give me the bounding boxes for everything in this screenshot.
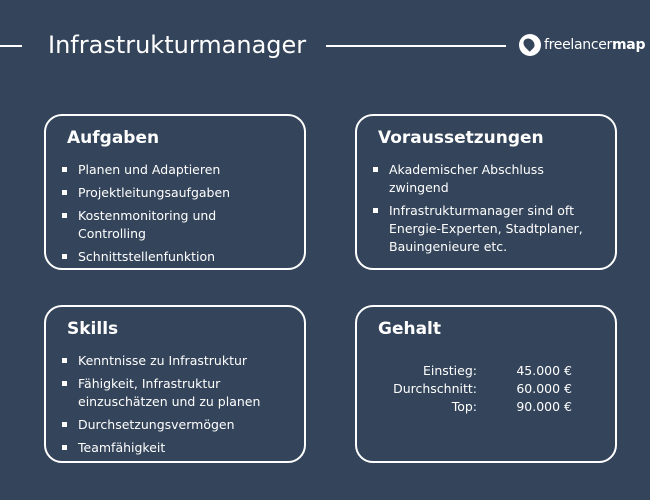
list-item: Teamfähigkeit	[62, 439, 292, 457]
gehalt-card	[355, 305, 617, 463]
list-item: Infrastrukturmanager sind oft Energie-Experten, Stadtplaner, Bauingenieure etc.	[373, 202, 598, 256]
aufgaben-list	[62, 161, 292, 271]
bullet-icon	[373, 208, 378, 213]
bullet-icon	[62, 358, 67, 363]
aufgaben-card	[44, 114, 306, 270]
aufgaben-title: Aufgaben	[67, 128, 160, 148]
logo-text	[544, 37, 645, 53]
voraussetzungen-card	[355, 114, 617, 270]
voraussetzungen-list	[373, 161, 598, 261]
title-rule-right	[326, 45, 506, 47]
salary-value: 45.000 €	[516, 363, 572, 378]
bullet-icon	[373, 167, 378, 172]
salary-table	[357, 362, 572, 416]
logo-text-regular: freelancer	[544, 37, 613, 53]
bullet-icon	[62, 445, 67, 450]
salary-label: Einstieg:	[422, 363, 477, 378]
bullet-icon	[62, 254, 67, 259]
skills-card	[44, 305, 306, 463]
skills-list	[62, 352, 292, 462]
list-item: Durchsetzungsvermögen	[62, 416, 292, 434]
list-item: Planen und Adaptieren	[62, 161, 292, 179]
salary-label: Durchschnitt:	[393, 381, 477, 396]
bullet-icon	[62, 213, 67, 218]
bullet-icon	[62, 190, 67, 195]
salary-label: Top:	[451, 399, 477, 414]
bullet-icon	[62, 422, 67, 427]
salary-value: 60.000 €	[516, 381, 572, 396]
bullet-icon	[62, 381, 67, 386]
salary-row	[357, 398, 572, 416]
logo-text-bold: map	[612, 37, 646, 53]
list-item: Projektleitungsaufgaben	[62, 184, 292, 202]
salary-row	[357, 380, 572, 398]
salary-value: 90.000 €	[516, 399, 572, 414]
freelancermap-logo	[519, 33, 645, 57]
gehalt-title: Gehalt	[378, 319, 442, 339]
bullet-icon	[62, 167, 67, 172]
skills-title: Skills	[67, 319, 119, 339]
list-item: Schnittstellenfunktion	[62, 248, 292, 266]
page-title: Infrastrukturmanager	[48, 31, 307, 59]
map-pin-icon	[519, 34, 541, 56]
list-item: Fähigkeit, Infrastruktur einzuschätzen und zu planen	[62, 375, 292, 411]
list-item: Kostenmonitoring und Controlling	[62, 207, 228, 243]
list-item: Kenntnisse zu Infrastruktur	[62, 352, 292, 370]
list-item: Akademischer Abschluss zwingend	[373, 161, 559, 197]
voraussetzungen-title: Voraussetzungen	[378, 128, 544, 148]
salary-row	[357, 362, 572, 380]
title-rule-left	[0, 45, 22, 47]
